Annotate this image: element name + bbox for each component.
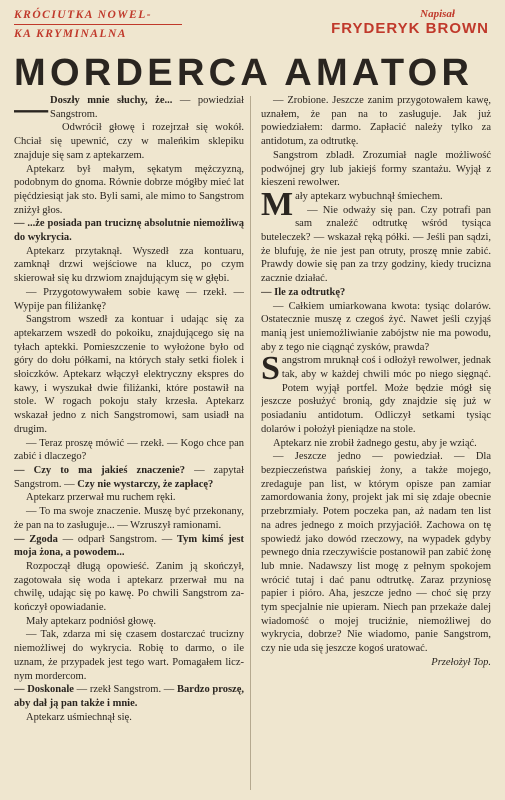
paragraph [14, 464, 244, 491]
paragraph [261, 437, 491, 451]
paragraph [14, 245, 244, 286]
paragraph [261, 300, 491, 355]
paragraph [261, 350, 491, 436]
text-run: — odparł Sangstrom. — [57, 533, 177, 545]
paragraph [14, 437, 244, 464]
series-line-1: KRÓCIUTKA NOWEL- [14, 9, 153, 21]
bold-phrase: — ...że posiada pan truciznę absolutnie niemożliwą do wykrycia. [14, 218, 244, 244]
text-run: — Tak, zdarza mi się czasem dostarczać trucizny niemożliwej do wykrycia. Robię to darmo, o ile uznam, że przypadek jest tego wart. Pomagałem licznym mordercom. [14, 629, 244, 682]
text-run: — Przygotowywałem sobie kawę — rzekł. — Wypije pan filiżankę? [14, 286, 244, 312]
paragraph [261, 450, 491, 656]
series-rule [14, 24, 182, 25]
paragraph [14, 683, 244, 710]
text-run: Aptekarz był małym, sękatym mężczyzną, podobnym do gnoma. Równie dobrze mógłby mieć lat pięćdziesiąt jak sto. Byli sami, ale mimo to Sangstrom zniżył głos. [14, 163, 244, 216]
bold-phrase: — Ile za odtrutkę? [261, 286, 346, 298]
text-run: angstrom mruknął coś i odłożył rewolwer, jednak tak, aby w każdej chwili móc po niego sięgnąć. Potem wyjął portfel. Może będzie mógł się jeszcze posłużyć bronią, gdy znajdzie się już w posiadaniu antidotum. Odliczył setkami tysiąc dolarów i położył pieniądze na stole. [261, 355, 491, 435]
paragraph [14, 94, 244, 127]
drop-cap: S [261, 350, 280, 388]
text-run: ały aptekarz wybuchnął śmiechem. [295, 190, 443, 202]
bold-phrase: Bardzo proszę, aby dał ją pan także i mnie. [14, 684, 244, 709]
text-run: — powiedział Sangstrom. [50, 95, 244, 120]
story-title: MORDERCA AMATOR [14, 52, 474, 94]
drop-cap: — [14, 94, 48, 127]
text-run: — Zrobione. Jeszcze zanim przygotowałem kawę, uznałem, że pan na to zasługuje. Jak już powiedziałem: darmo. Zapłacić należy tylko za antidotum, za odtrutkę. [261, 95, 491, 148]
bold-phrase: Tym kimś jest moja żona, a powodem... [14, 533, 244, 559]
text-run: — zapytał Sangstrom. — [14, 464, 244, 490]
text-run: — To ma swoje znaczenie. Muszę być przekonany, że pan na to zasługuje... — Wzruszył ramionami. [14, 506, 244, 531]
paragraph [261, 204, 491, 286]
text-run: Aptekarz przerwał mu ruchem ręki. [26, 492, 176, 504]
paragraph [14, 121, 244, 162]
text-run: Aptekarz uśmiechnął się. [26, 711, 132, 723]
paragraph [261, 149, 491, 190]
text-run: — Jeszcze jedno — powiedział. — Dla bezpieczeństwa pańskiej żony, a także mojego, zredaguje pan list, w którym opisze pan zamiar zamordowania żony, projekt jak mi się zdaje obecnie przebrzmiały. Potem poczeka pan, aż nadam ten list na adres jednego z moich przyjaciół. Zachowa on tę spowiedź jako dowód rzeczowy, na wypadek gdyby pewnego dnia rzeczywiście postanowił pan zabić żonę lub mnie. Nadawszy list mogę z pełnym spokojem wrócić tutaj i dać panu odtrutkę. Zaraz przyniosę papier i pióro. Aha, jeszcze jedno — choć się przy tym specjalnie nie upieram. Niech pan przekaże dalej wiadomość o mojej truciźnie, niemożliwej do wykrycia, dobrze? Nie wiadomo, panie Sangstrom, czy nie uda się jeszcze kogoś uratować. [261, 451, 491, 655]
text-run: Mały aptekarz podniósł głowę. [26, 615, 157, 627]
text-run: — rzekł Sangstrom. — [73, 684, 178, 696]
paragraph: Przełożył Top. [431, 656, 491, 668]
bold-phrase: Doszły mnie słuchy, że... [50, 95, 173, 106]
text-run: Odwrócił głowę i rozejrzał się wokół. Chciał się upewnić, czy w maleńkim sklepiku znajduje się sam z aptekarzem. [14, 122, 244, 161]
paragraph [14, 615, 244, 629]
paragraph [14, 533, 244, 560]
text-run: Sangstrom wszedł za kontuar i udając się za aptekarzem wszedł do pokoiku, znajdującego się na tyłach aptekki. Pomieszczenie to wyłożone było od góry do dołu półkami, na których stały setki fiolek i słoiczków. Aptekarz włączył elektryczny ekspres do kawy, i wyszukał dwie filiżanki, które postawił na stole. W rogach pokoju stały krzesła. Aptekarz wskazał jedno z nich Sangstromowi, sam usiadł na drugim. [14, 314, 244, 435]
bold-phrase: Czy nie wystarczy, że zapłacę? [77, 478, 214, 490]
series-label [14, 8, 182, 42]
paragraph [14, 286, 244, 313]
author-block [331, 8, 489, 38]
paragraph [14, 711, 244, 725]
author-label: Napisał [420, 8, 455, 20]
drop-cap: M [261, 185, 294, 223]
text-run: Aptekarz nie zrobił żadnego gestu, aby je wziąć. [273, 437, 477, 449]
text-column-left [14, 94, 244, 794]
paragraph [14, 560, 244, 615]
text-column-right [261, 94, 491, 794]
text-run: Sangstrom zbladł. Zrozumiał nagle możliwość podwójnej gry lub jakiejś formy szantażu. Wyjął z kieszeni rewolwer. [261, 149, 491, 189]
text-run: Rozpoczął długą opowieść. Zanim ją skończył, zagotowała się woda i aptekarz przerwał mu na chwilę, udając się po kawę. Po chwili Sangstrom zakończył opowiadanie. [14, 560, 244, 614]
author-name: FRYDERYK BROWN [331, 20, 489, 38]
paragraph [14, 491, 244, 505]
text-run: — Nie odważy się pan. Czy potrafi pan sam znaleźć odtrutkę wśród tysiąca buteleczek? — wskazał ręką półki. — Jeśli pan sądzi, że blufuję, że nie jest pan otruty, proszę mnie zabić. Prawdy dowie się pan za trzy godziny, kiedy trucizna zacznie działać. [261, 204, 491, 285]
text-run: — Teraz proszę mówić — rzekł. — Kogo chce pan zabić i dlaczego? [14, 437, 244, 463]
paragraph [261, 286, 491, 300]
text-run: — Całkiem umiarkowana kwota: tysiąc dolarów. Ostatecznie muszę z czegoś żyć. Nawet jeśli czyjąś manią jest uniemożliwianie zabójstw nie ma powodu, aby z tego nie ciągnąć zysków, prawda? [261, 300, 491, 353]
paragraph [14, 628, 244, 683]
paragraph [261, 185, 491, 223]
paragraph [14, 313, 244, 436]
column-divider [250, 96, 251, 790]
bold-phrase: — Doskonale [14, 684, 74, 696]
paragraph [14, 505, 244, 532]
paragraph [14, 163, 244, 218]
bold-phrase: — Zgoda [14, 533, 58, 545]
paragraph [261, 94, 491, 149]
text-run: Aptekarz przytaknął. Wyszedł zza kontuaru, zamknął drzwi wejściowe na klucz, po czym skierował się ku drzwiom znajdującym się w głębi. [14, 245, 244, 285]
bold-phrase: — Czy to ma jakieś znaczenie? [14, 464, 185, 476]
paragraph [14, 217, 244, 244]
series-line-2: KA KRYMINALNA [14, 28, 127, 41]
